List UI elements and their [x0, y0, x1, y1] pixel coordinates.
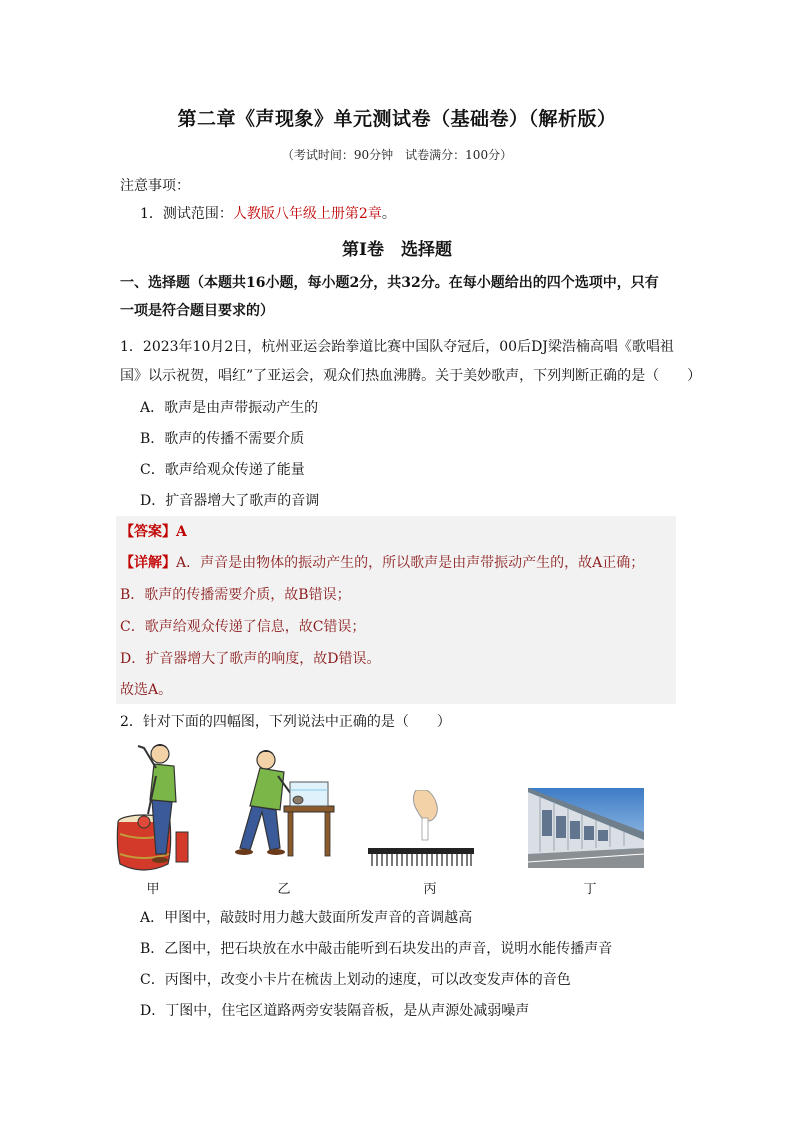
test-scope: 人教版八年级上册第2章 [232, 206, 382, 222]
figure-noise-barrier [528, 788, 644, 868]
notes-heading: 注意事项： [120, 178, 190, 194]
answer-tag: 【答案】 [120, 524, 176, 540]
q1-conclusion: 故选A。 [120, 682, 173, 698]
q1-option-c: C．歌声给观众传递了能量 [140, 462, 305, 478]
notes-item-1-prefix: 1．测试范围： [140, 206, 233, 222]
q2-option-d: D．丁图中，住宅区道路两旁安装隔音板，是从声源处减弱噪声 [140, 1003, 530, 1019]
q1-option-b: B．歌声的传播不需要介质 [140, 431, 305, 447]
q2-option-a: A．甲图中，敲鼓时用力越大鼓面所发声音的音调越高 [140, 910, 473, 926]
exam-info: （考试时间：90分钟 试卷满分：100分） [281, 148, 513, 162]
q1-stem-line-2: 国》以示祝贺，唱红”了亚运会，观众们热血沸腾。关于美妙歌声，下列判断正确的是（ ） [120, 368, 702, 384]
q1-detail-4: D．扩音器增大了歌声的响度，故D错误。 [120, 651, 381, 667]
figure-label-yi: 乙 [277, 882, 291, 897]
q2-stem: 2．针对下面的四幅图，下列说法中正确的是（ ） [120, 714, 451, 730]
notes-item-1-suffix: 。 [381, 206, 396, 222]
q1-option-d: D．扩音器增大了歌声的音调 [140, 493, 320, 509]
figure-drum [116, 742, 198, 876]
section-instructions-line-1: 一、选择题（本题共16小题，每小题2分，共32分。在每小题给出的四个选项中，只有 [120, 275, 659, 291]
q2-option-b: B．乙图中，把石块放在水中敲击能听到石块发出的声音，说明水能传播声音 [140, 941, 613, 957]
q1-stem-line-1: 1．2023年10月2日，杭州亚运会跆拳道比赛中国队夺冠后，00后DJ梁浩楠高唱《歌唱祖 [120, 339, 674, 355]
figure-label-bing: 丙 [423, 882, 437, 897]
section-instructions-line-2: 一项是符合题目要求的） [120, 303, 274, 319]
q1-detail-1 [120, 553, 644, 573]
q1-detail-2: B．歌声的传播需要介质，故B错误； [120, 587, 351, 603]
q1-answer [120, 522, 187, 542]
page-title: 第二章《声现象》单元测试卷（基础卷）（解析版） [177, 108, 617, 130]
detail-tag: 【详解】 [120, 555, 176, 571]
figure-water-tank [228, 746, 338, 866]
figure-label-ding: 丁 [583, 882, 597, 897]
q2-option-c: C．丙图中，改变小卡片在梳齿上划动的速度，可以改变发声体的音色 [140, 972, 571, 988]
notes-item-1 [140, 204, 396, 224]
q1-detail-3: C．歌声给观众传递了信息，故C错误； [120, 619, 366, 635]
answer-value: A [176, 524, 187, 540]
figure-comb-card [366, 790, 476, 870]
figure-label-jia: 甲 [146, 882, 160, 897]
section-title: 第Ⅰ卷 选择题 [342, 240, 452, 260]
detail-text-1: A．声音是由物体的振动产生的，所以歌声是由声带振动产生的，故A正确； [176, 555, 645, 571]
q1-answer-box [116, 516, 676, 704]
q1-option-a: A．歌声是由声带振动产生的 [140, 400, 319, 416]
